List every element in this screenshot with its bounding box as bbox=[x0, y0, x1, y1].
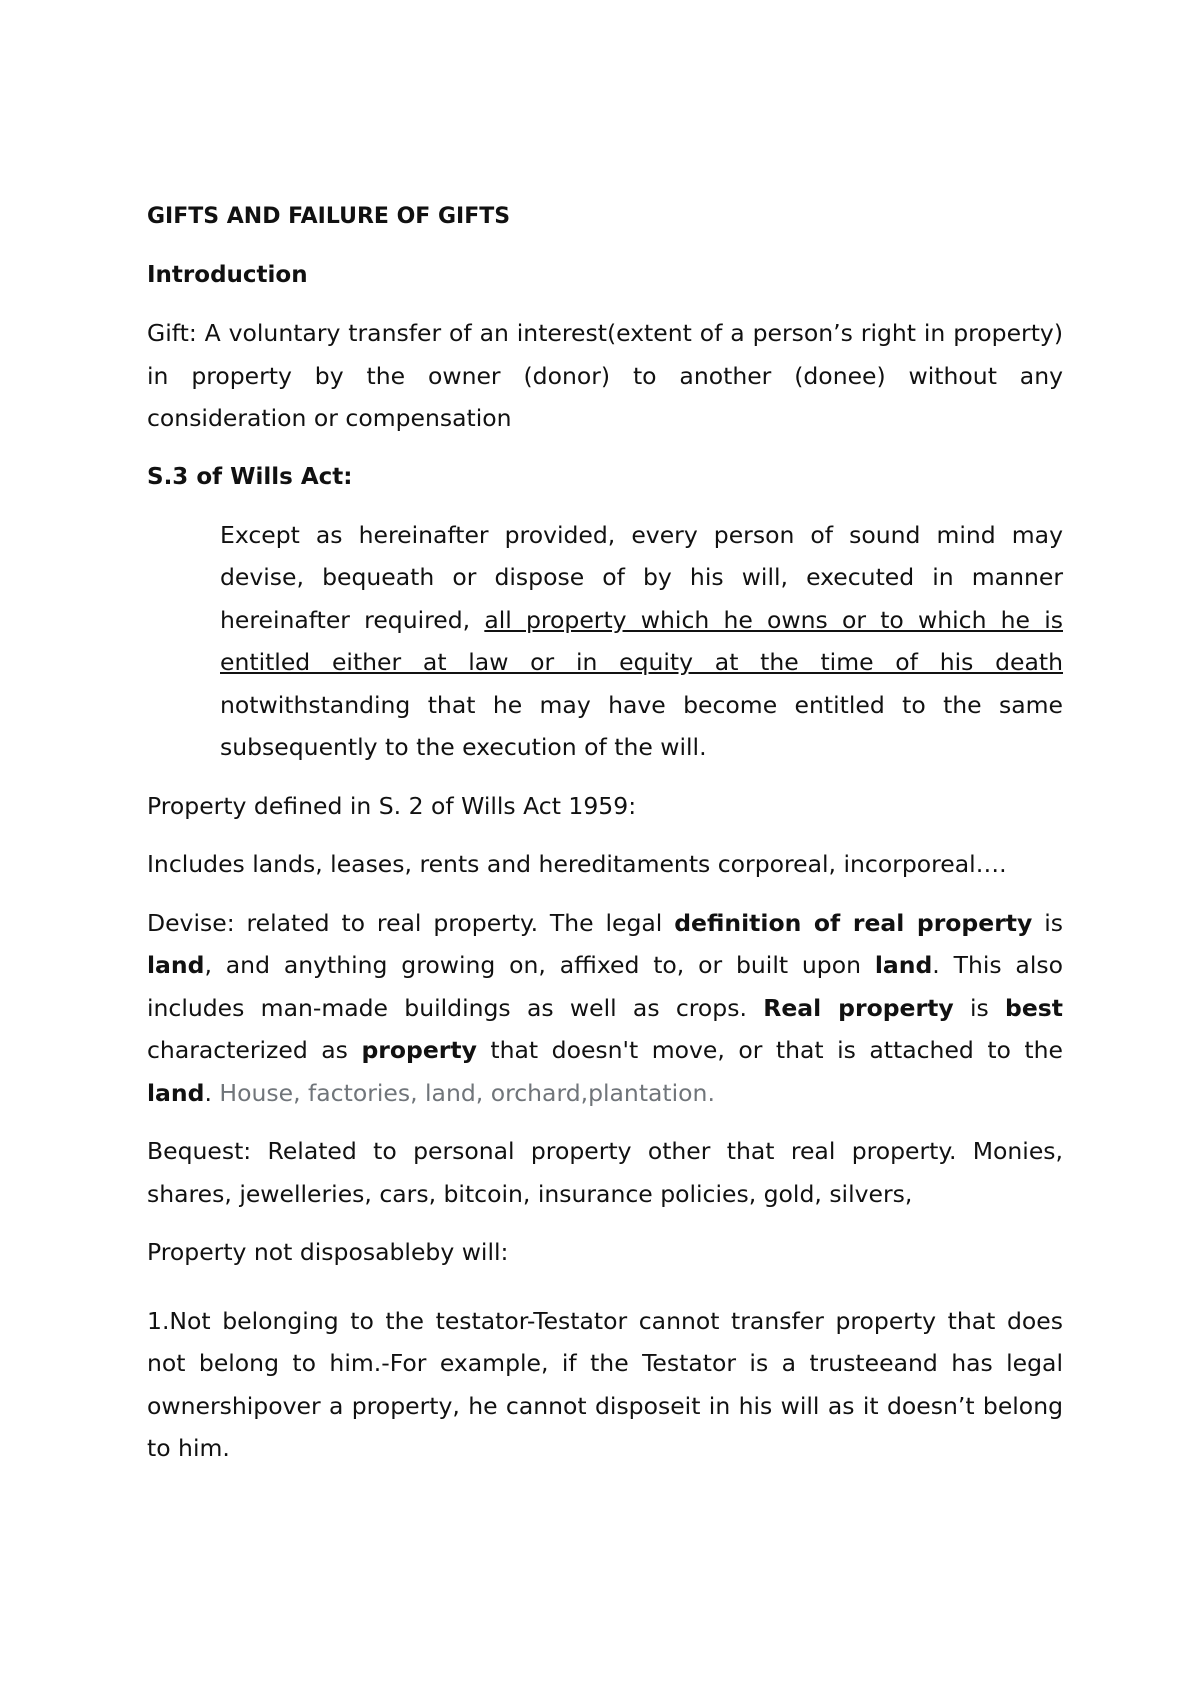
devise-text: Devise: related to real property. The legal bbox=[147, 908, 675, 937]
property-defined-line: Property defined in S. 2 of Wills Act 1959: bbox=[147, 791, 637, 820]
includes-line: Includes lands, leases, rents and hereditaments corporeal, incorporeal…. bbox=[147, 850, 1007, 878]
document-page bbox=[147, 196, 1063, 1470]
quote-underlined-text: all property which he owns or to which he is entitled either at law or in equity at the time of his death bbox=[220, 605, 1063, 676]
devise-text: . This also includes man-made buildings as well as crops. bbox=[147, 951, 1063, 1022]
introduction-heading: Introduction bbox=[147, 262, 308, 288]
devise-paragraph bbox=[147, 902, 1063, 1115]
bequest-paragraph: Bequest: Related to personal property other that real property. Monies, shares, jewelleries, cars, bitcoin, insurance policies, gold, silvers, bbox=[147, 1137, 1063, 1208]
devise-bold-text: Real property bbox=[763, 993, 954, 1022]
devise-text: is bbox=[953, 993, 1006, 1022]
devise-bold-text: land bbox=[147, 1078, 205, 1107]
spacer bbox=[147, 1274, 1063, 1300]
quote-text: Except as hereinafter provided, every person of sound mind may devise, bequeath or dispose of by his will, executed in manner hereinafter required, bbox=[220, 520, 1063, 634]
devise-examples: House, factories, land, orchard,plantation. bbox=[219, 1078, 715, 1107]
devise-bold-text: land bbox=[147, 951, 205, 979]
gift-definition-paragraph: Gift: A voluntary transfer of an interest(extent of a person’s right in property) in property by the owner (donor) to another (donee) without any consideration or compensation bbox=[147, 319, 1063, 432]
wills-act-quote bbox=[220, 514, 1063, 769]
devise-text: , and anything growing on, affixed to, or built upon bbox=[204, 951, 875, 979]
document-title: GIFTS AND FAILURE OF GIFTS bbox=[147, 204, 511, 229]
devise-text: is bbox=[1032, 908, 1063, 937]
devise-bold-text: best bbox=[1005, 993, 1063, 1022]
devise-text: that doesn't move, or that is attached to the bbox=[476, 1036, 1063, 1064]
point-1-paragraph: 1.Not belonging to the testator-Testator cannot transfer property that does not belong to him.-For example, if the Testator is a trusteeand has legal ownershipover a property, he cannot disposeit in his will as it doesn’t belong to him. bbox=[147, 1306, 1063, 1462]
devise-text: . bbox=[204, 1078, 220, 1107]
devise-bold-text: definition of real property bbox=[674, 908, 1033, 937]
wills-act-heading: S.3 of Wills Act: bbox=[147, 463, 353, 490]
not-disposable-heading: Property not disposableby will: bbox=[147, 1238, 509, 1266]
devise-text: characterized as bbox=[147, 1036, 362, 1064]
devise-bold-text: property bbox=[361, 1036, 477, 1064]
devise-bold-text: land bbox=[874, 951, 933, 979]
quote-text: notwithstanding that he may have become entitled to the same subsequently to the execution of the will. bbox=[220, 690, 1063, 761]
